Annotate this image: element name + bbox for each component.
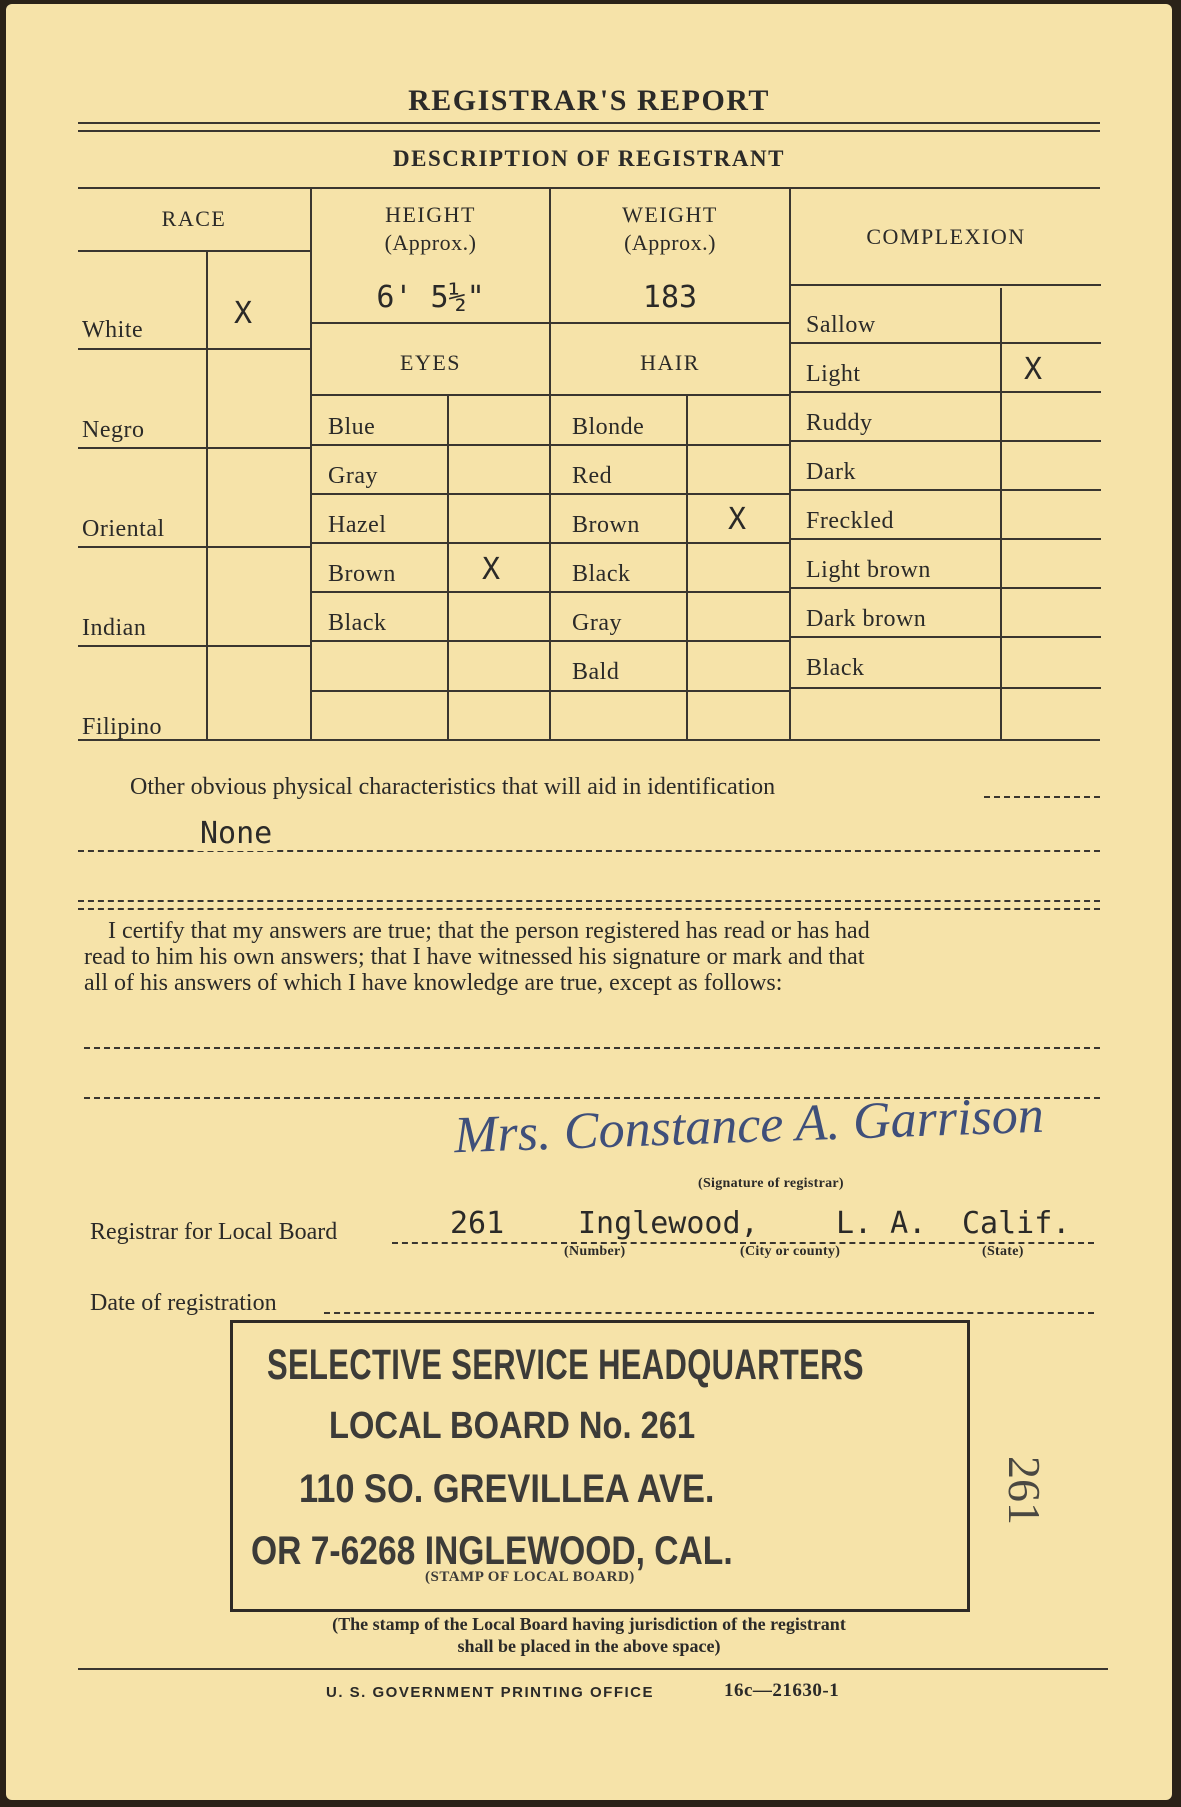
hair-rule-6 [551,690,789,692]
number-caption: (Number) [564,1244,626,1259]
eyes-black: Black [328,610,387,636]
report-subtitle: DESCRIPTION OF REGISTRANT [393,146,785,171]
footer-form-code: 16c—21630-1 [724,1680,840,1701]
complexion-rule-6 [791,587,1101,589]
height-sub: (Approx.) [384,230,477,255]
hair-brown-mark: X [728,502,747,537]
col-sep-weight [789,189,791,739]
height-value-rule [312,322,549,324]
stamp-line-1: SELECTIVE SERVICE HEADQUARTERS [267,1341,864,1389]
complexion-rule-5 [791,538,1101,540]
certification-line-2: read to him his own answers; that I have witnessed his signature or mark and that [84,944,865,970]
hair-rule-5 [551,640,789,642]
certification-line-1: I certify that my answers are true; that the person registered has read or has had [108,918,870,944]
complexion-ruddy: Ruddy [806,410,873,436]
report-title: REGISTRAR'S REPORT [408,84,770,117]
complexion-header: COMPLEXION [866,224,1026,249]
title-rule-top [78,122,1100,124]
eyes-header-rule [312,394,549,396]
hair-gray: Gray [572,610,622,636]
eyes-rule-6 [312,690,549,692]
stamp-line-2: LOCAL BOARD No. 261 [329,1405,696,1447]
race-white: White [82,317,144,343]
stamp-line-4: OR 7-6268 INGLEWOOD, CAL. [251,1529,733,1573]
other-characteristics-label: Other obvious physical characteristics that will aid in identification [130,774,776,800]
eyes-rule-3 [312,542,549,544]
race-rule-2 [78,447,310,449]
local-board-label: Registrar for Local Board [90,1219,338,1245]
eyes-rule-4 [312,591,549,593]
weight-value: 183 [642,280,698,315]
eyes-brown: Brown [328,561,396,587]
complexion-rule-3 [791,440,1101,442]
stamp-note-line-1: (The stamp of the Local Board having jurisdiction of the registrant [332,1614,846,1634]
footer-printer: U. S. GOVERNMENT PRINTING OFFICE [326,1684,655,1701]
hair-rule-3 [551,542,789,544]
local-board-state: Calif. [962,1206,1071,1241]
hair-red: Red [572,463,613,489]
eyes-rule-2 [312,493,549,495]
complexion-header-rule [791,284,1101,286]
race-rule-3 [78,546,310,548]
eyes-hazel: Hazel [328,512,387,538]
hair-rule-4 [551,591,789,593]
eyes-brown-mark: X [482,552,501,587]
complexion-rule-8 [791,687,1101,689]
side-board-number: 261 [999,1456,1050,1525]
complexion-rule-2 [791,391,1101,393]
other-line-3 [78,908,1100,910]
race-white-mark: X [234,296,253,331]
hair-rule-1 [551,444,789,446]
race-header-rule [78,250,310,252]
hair-blonde: Blonde [572,414,645,440]
complexion-black: Black [806,655,865,681]
race-header: RACE [161,206,227,231]
certification-line-3: all of his answers of which I have knowledge are true, except as follows: [84,970,783,996]
hair-bald: Bald [572,659,620,685]
hair-brown: Brown [572,512,640,538]
complexion-rule-1 [791,342,1101,344]
other-characteristics-value: None [196,816,276,851]
eyes-header: EYES [400,350,461,375]
weight-sub: (Approx.) [624,230,716,255]
other-line-2 [78,900,1100,902]
city-caption: (City or county) [740,1244,841,1259]
local-board-number: 261 [450,1206,505,1241]
complexion-rule-7 [791,636,1101,638]
stamp-line-3: 110 SO. GREVILLEA AVE. [299,1467,715,1511]
registrar-signature: Mrs. Constance A. Garrison [453,1086,1045,1165]
registration-card [6,4,1172,1800]
footer-rule [78,1668,1108,1670]
local-board-county: L. A. [836,1206,927,1241]
race-rule-4 [78,645,310,647]
stamp-caption: (STAMP OF LOCAL BOARD) [425,1569,635,1585]
col-sep-race [310,189,312,739]
date-line [324,1312,1094,1314]
exceptions-line-1 [84,1047,1100,1049]
table-bottom-rule [78,739,1100,741]
race-oriental: Oriental [82,516,165,542]
complexion-rule-4 [791,489,1101,491]
race-mark-col [206,252,208,739]
weight-value-rule [551,322,789,324]
eyes-mark-col [447,396,449,739]
other-label-leader [984,796,1100,798]
eyes-gray: Gray [328,463,378,489]
title-rule-bottom [78,130,1100,132]
complexion-dark-brown: Dark brown [806,606,927,632]
hair-header: HAIR [640,350,700,375]
complexion-mark-col [1000,288,1002,739]
eyes-blue: Blue [328,414,376,440]
hair-black: Black [572,561,631,587]
hair-mark-col [686,396,688,739]
stamp-note-line-2: shall be placed in the above space) [457,1636,721,1656]
height-value: 6' 5½" [376,280,485,315]
hair-header-rule [551,394,789,396]
race-filipino: Filipino [82,714,163,740]
signature-caption: (Signature of registrar) [698,1176,844,1191]
local-board-city: Inglewood, [578,1206,759,1241]
eyes-rule-5 [312,640,549,642]
complexion-light: Light [806,361,861,387]
col-sep-height [549,189,551,739]
complexion-light-brown: Light brown [806,557,931,583]
eyes-rule-1 [312,444,549,446]
height-header: HEIGHT [385,202,476,227]
weight-header: WEIGHT [622,202,718,227]
complexion-freckled: Freckled [806,508,894,534]
race-rule-1 [78,348,310,350]
complexion-sallow: Sallow [806,312,876,338]
race-negro: Negro [82,417,145,443]
hair-rule-2 [551,493,789,495]
complexion-dark: Dark [806,459,856,485]
date-of-registration-label: Date of registration [90,1290,277,1316]
race-indian: Indian [82,615,147,641]
state-caption: (State) [982,1244,1024,1259]
stamp-box [230,1320,970,1612]
table-top-rule [78,187,1100,189]
complexion-light-mark: X [1024,352,1043,387]
